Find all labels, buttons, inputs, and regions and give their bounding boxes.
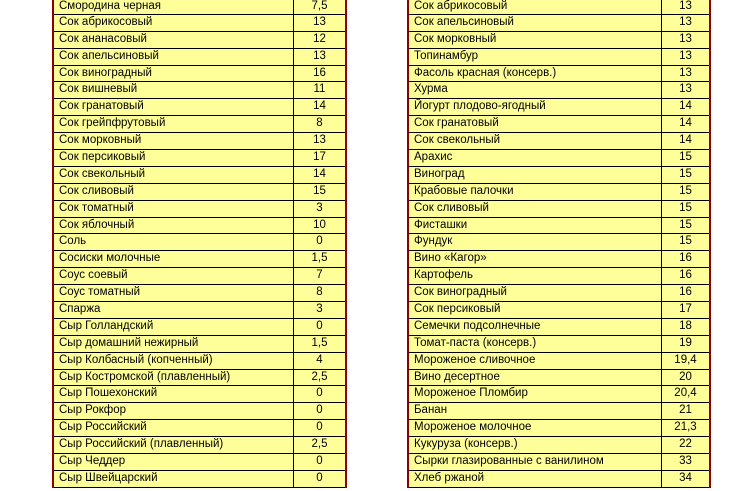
product-name-cell: Соль [59,235,87,248]
table-row [54,420,345,437]
value-cell: 13 [661,82,709,98]
value-cell: 2,5 [293,370,345,386]
product-name-cell: Сосиски молочные [59,252,161,265]
value-cell: 3 [293,201,345,217]
product-name-cell: Сок яблочный [59,218,135,231]
product-name-cell: Соус соевый [59,269,128,282]
product-name-cell: Сок персиковый [59,151,146,164]
value-cell: 17 [293,150,345,166]
table-row [54,403,345,420]
product-name-cell: Сыр Рокфор [59,404,127,417]
product-name-cell: Сыр Пошехонский [59,387,158,400]
value-cell: 15 [661,150,709,166]
value-cell: 19,4 [661,353,709,369]
table-row [409,454,709,471]
product-name-cell: Хурма [414,83,448,96]
value-cell: 13 [293,133,345,149]
product-name-cell: Сок морковный [59,134,142,147]
value-cell: 1,5 [293,336,345,352]
product-name-cell: Сыр Российский (плавленный) [59,438,224,451]
table-row [409,167,709,184]
value-cell: 13 [661,32,709,48]
product-name-cell: Сыр домашний нежирный [59,336,199,349]
value-cell: 18 [661,319,709,335]
value-cell: 20 [661,370,709,386]
table-row [409,285,709,302]
value-cell: 15 [661,167,709,183]
table-row [409,116,709,133]
table-row [54,302,345,319]
table-row [409,386,709,403]
product-name-cell: Смородина черная [59,0,161,12]
left-table [52,0,347,488]
table-row [54,167,345,184]
value-cell: 16 [293,66,345,82]
value-cell: 20,4 [661,386,709,402]
value-cell: 8 [293,285,345,301]
value-cell: 2,5 [293,437,345,453]
table-row [409,403,709,420]
table-row [54,319,345,336]
table-row [409,218,709,235]
product-name-cell: Сыр Российский [59,421,147,434]
product-name-cell: Сок гранатовый [59,100,144,113]
product-name-cell: Сок персиковый [414,303,501,316]
table-row [409,302,709,319]
product-name-cell: Сок сливовый [59,184,134,197]
value-cell: 15 [661,184,709,200]
table-row [409,201,709,218]
value-cell: 13 [661,66,709,82]
value-cell: 1,5 [293,251,345,267]
table-row [409,370,709,387]
value-cell: 16 [661,251,709,267]
product-name-cell: Сок сливовый [414,201,489,214]
table-row [54,268,345,285]
product-name-cell: Мороженое Пломбир [414,387,528,400]
value-cell: 8 [293,116,345,132]
table-row [409,251,709,268]
product-name-cell: Мороженое молочное [414,421,532,434]
value-cell: 14 [661,133,709,149]
value-cell: 13 [293,15,345,31]
table-row [54,234,345,251]
table-row [409,150,709,167]
table-row [409,319,709,336]
product-name-cell: Спаржа [59,303,101,316]
value-cell: 0 [293,386,345,402]
value-cell: 21 [661,403,709,419]
value-cell: 13 [661,0,709,14]
table-row [54,471,345,488]
product-name-cell: Томат-паста (консерв.) [414,336,537,349]
product-name-cell: Банан [414,404,448,417]
product-name-cell: Мороженое сливочное [414,353,536,366]
value-cell: 21,3 [661,420,709,436]
table-row [54,218,345,235]
product-name-cell: Сок виноградный [414,286,507,299]
table-row [54,133,345,150]
table-row [54,251,345,268]
table-row [54,336,345,353]
value-cell: 14 [293,167,345,183]
value-cell: 7 [293,268,345,284]
table-row [54,150,345,167]
value-cell: 14 [661,99,709,115]
value-cell: 0 [293,234,345,250]
table-row [409,66,709,83]
value-cell: 12 [293,32,345,48]
product-name-cell: Сок вишневый [59,83,138,96]
value-cell: 15 [661,234,709,250]
product-name-cell: Вино «Кагор» [414,252,487,265]
value-cell: 11 [293,82,345,98]
value-cell: 0 [293,454,345,470]
product-name-cell: Сок апельсиновый [414,15,514,28]
product-name-cell: Сырки глазированные с ванилином [414,455,604,468]
product-name-cell: Вино десертное [414,370,500,383]
table-row [409,32,709,49]
table-row [54,116,345,133]
value-cell: 3 [293,302,345,318]
product-name-cell: Сок томатный [59,201,134,214]
table-row [54,15,345,32]
product-name-cell: Сыр Швейцарский [59,471,158,484]
table-row [54,0,345,15]
value-cell: 16 [661,268,709,284]
table-row [54,370,345,387]
value-cell: 10 [293,218,345,234]
product-name-cell: Сок виноградный [59,66,152,79]
table-row [54,99,345,116]
value-cell: 13 [661,49,709,65]
value-cell: 0 [293,319,345,335]
product-name-cell: Сыр Чеддер [59,455,126,468]
table-row [409,49,709,66]
product-name-cell: Кукуруза (консерв.) [414,438,518,451]
value-cell: 15 [661,201,709,217]
table-row [409,234,709,251]
table-row [409,268,709,285]
table-row [54,82,345,99]
product-name-cell: Сок апельсиновый [59,49,159,62]
table-row [409,15,709,32]
value-cell: 13 [661,15,709,31]
value-cell: 0 [293,420,345,436]
table-row [54,32,345,49]
table-row [54,66,345,83]
value-cell: 7,5 [293,0,345,14]
product-name-cell: Арахис [414,151,453,164]
value-cell: 4 [293,353,345,369]
product-name-cell: Топинамбур [414,49,479,62]
table-row [54,437,345,454]
table-row [409,82,709,99]
table-row [409,420,709,437]
right-table [407,0,711,488]
product-name-cell: Сок абрикосовый [59,15,153,28]
value-cell: 13 [293,49,345,65]
table-row [409,133,709,150]
product-name-cell: Семечки подсолнечные [414,319,541,332]
value-cell: 0 [293,471,345,487]
product-name-cell: Сок свекольный [59,167,146,180]
value-cell: 0 [293,403,345,419]
product-name-cell: Сыр Колбасный (копченный) [59,353,213,366]
table-row [54,49,345,66]
product-name-cell: Фундук [414,235,453,248]
value-cell: 34 [661,471,709,487]
table-row [409,99,709,116]
product-name-cell: Сок ананасовый [59,32,147,45]
product-name-cell: Сок свекольный [414,134,501,147]
product-name-cell: Сок морковный [414,32,497,45]
product-name-cell: Сок гранатовый [414,117,499,130]
table-row [409,0,709,15]
value-cell: 14 [661,116,709,132]
product-name-cell: Соус томатный [59,286,141,299]
product-name-cell: Виноград [414,167,465,180]
product-name-cell: Фисташки [414,218,468,231]
product-name-cell: Сок абрикосовый [414,0,508,12]
value-cell: 22 [661,437,709,453]
table-row [54,184,345,201]
value-cell: 16 [661,285,709,301]
table-row [54,285,345,302]
product-name-cell: Сок грейпфрутовый [59,117,166,130]
value-cell: 33 [661,454,709,470]
product-name-cell: Хлеб ржаной [414,471,485,484]
table-row [409,184,709,201]
product-name-cell: Фасоль красная (консерв.) [414,66,557,79]
table-row [409,353,709,370]
product-name-cell: Крабовые палочки [414,184,514,197]
table-row [54,454,345,471]
table-row [54,353,345,370]
value-cell: 14 [293,99,345,115]
product-name-cell: Сыр Голландский [59,319,154,332]
table-row [409,336,709,353]
value-cell: 17 [661,302,709,318]
value-cell: 15 [293,184,345,200]
value-cell: 19 [661,336,709,352]
value-cell: 15 [661,218,709,234]
table-row [409,437,709,454]
product-name-cell: Картофель [414,269,473,282]
product-name-cell: Сыр Костромской (плавленный) [59,370,231,383]
table-row [54,201,345,218]
table-row [409,471,709,488]
table-row [54,386,345,403]
product-name-cell: Йогурт плодово-ягодный [414,100,546,113]
